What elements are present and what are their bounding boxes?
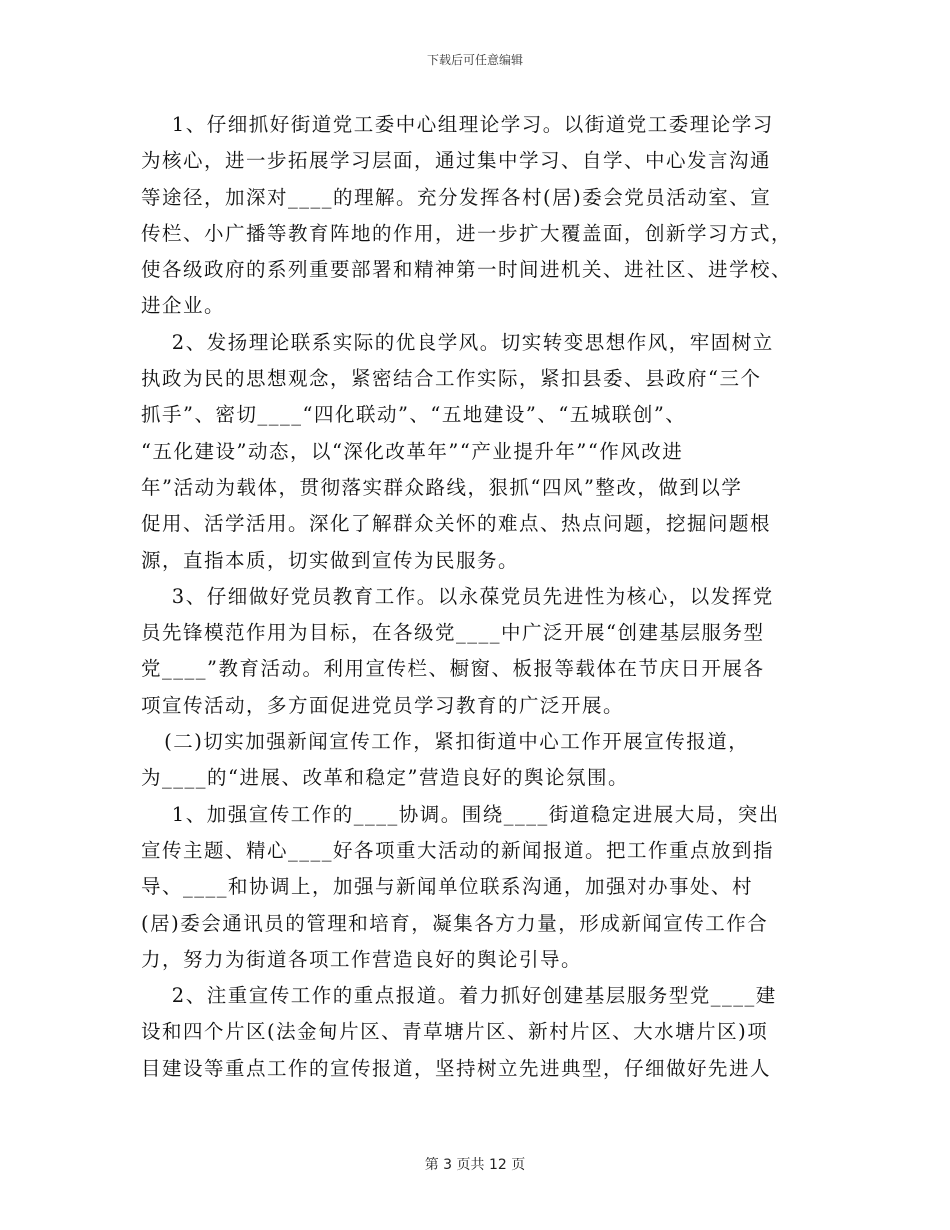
text-line: 目建设等重点工作的宣传报道，坚持树立先进典型，仔细做好先进人 — [141, 1056, 772, 1080]
text-line: 1、加强宣传工作的____协调。围绕____街道稳定进展大局，突出 — [141, 802, 780, 826]
text-line: 源，直指本质，切实做到宣传为民服务。 — [141, 548, 520, 572]
text-line: 促用、活学活用。深化了解群众关怀的难点、热点问题，挖掘问题根 — [141, 512, 772, 536]
page-header: 下载后可任意编辑 — [426, 53, 523, 67]
text-line: 为核心，进一步拓展学习层面，通过集中学习、自学、中心发言沟通 — [141, 149, 772, 173]
text-line: 力，努力为街道各项工作营造良好的舆论引导。 — [141, 947, 583, 971]
text-line: (居)委会通讯员的管理和培育，凝集各方力量，形成新闻宣传工作合 — [141, 911, 769, 935]
text-line: 抓手”、密切____“四化联动”、“五地建设”、“五城联创”、 — [141, 403, 687, 427]
text-line: 项宣传活动，多方面促进党员学习教育的广泛开展。 — [141, 693, 625, 717]
text-line: 为____的“进展、改革和稳定”营造良好的舆论氛围。 — [141, 766, 629, 790]
text-line: “五化建设”动态，以“深化改革年”“产业提升年”“作风改进 — [141, 439, 684, 463]
text-line: 1、仔细抓好街道党工委中心组理论学习。以街道党工委理论学习 — [141, 113, 774, 136]
text-line: 传栏、小广播等教育阵地的作用，进一步扩大覆盖面，创新学习方式， — [141, 221, 793, 245]
text-line: 等途径，加深对____的理解。充分发挥各村(居)委会党员活动室、宣 — [141, 185, 772, 209]
text-line: (二)切实加强新闻宣传工作，紧扣街道中心工作开展宣传报道， — [141, 730, 750, 754]
page-footer: 第 3 页共 12 页 — [424, 1157, 526, 1173]
text-line: 3、仔细做好党员教育工作。以永葆党员先进性为核心，以发挥党 — [141, 584, 774, 608]
text-line: 员先锋模范作用为目标，在各级党____中广泛开展“创建基层服务型 — [141, 621, 765, 645]
text-line: 2、发扬理论联系实际的优良学风。切实转变思想作风，牢固树立 — [141, 330, 774, 354]
text-line: 执政为民的思想观念，紧密结合工作实际，紧扣县委、县政府“三个 — [141, 367, 762, 391]
text-line: 设和四个片区(法金甸片区、青草塘片区、新村片区、大水塘片区)项 — [141, 1020, 769, 1044]
text-line: 党____”教育活动。利用宣传栏、橱窗、板报等载体在节庆日开展各 — [141, 657, 765, 681]
text-line: 年”活动为载体，贯彻落实群众路线，狠抓“四风”整改，做到以学 — [141, 475, 743, 499]
text-line: 进企业。 — [141, 294, 226, 318]
text-line: 使各级政府的系列重要部署和精神第一时间进机关、进社区、进学校、 — [141, 258, 793, 282]
text-line: 导、____和协调上，加强与新闻单位联系沟通，加强对办事处、村 — [141, 875, 754, 899]
text-line: 2、注重宣传工作的重点报道。着力抓好创建基层服务型党____建 — [141, 984, 777, 1008]
document-body — [141, 107, 811, 1087]
text-line: 宣传主题、精心____好各项重大活动的新闻报道。把工作重点放到指 — [141, 838, 775, 862]
